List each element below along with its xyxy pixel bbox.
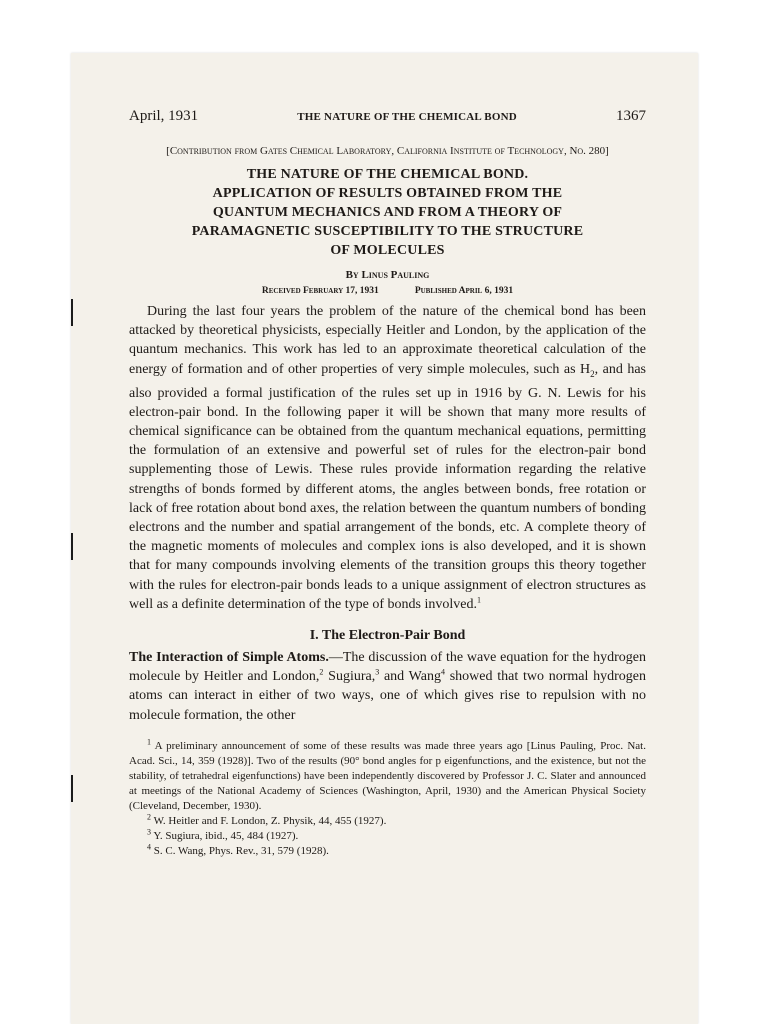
- footnote: [129, 814, 646, 829]
- title-line: OF MOLECULES: [330, 243, 445, 258]
- article-dates: [129, 286, 646, 296]
- footnote: [129, 739, 646, 814]
- header-title: THE NATURE OF THE CHEMICAL BOND: [297, 111, 517, 123]
- section-text: Sugiura,: [323, 669, 376, 685]
- footnote-number: 2: [147, 812, 151, 822]
- published-date: Published April 6, 1931: [414, 286, 514, 296]
- section-paragraph: [129, 648, 646, 725]
- intro-text: During the last four years the problem of the nature of the chemical bond has been attacked by theoretical physicists, especially Heitler and London, by the application of the quantum mechanics. This work has led to an approximate theoretical calculation of the energy of formation and of other properties of very simple molecules, such as H: [129, 304, 646, 377]
- received-date: Received February 17, 1931: [261, 286, 379, 296]
- footnote-text: W. Heitler and F. London, Z. Physik, 44, 455 (1927).: [153, 814, 387, 827]
- footnotes: [129, 739, 646, 859]
- footnote-number: 4: [147, 842, 151, 852]
- subscript: 2: [590, 368, 595, 379]
- margin-mark: [71, 775, 73, 802]
- footnote: [129, 829, 646, 844]
- footnote-ref[interactable]: 1: [476, 595, 481, 605]
- author-byline: By Linus Pauling: [345, 269, 430, 281]
- footnote-text: S. C. Wang, Phys. Rev., 31, 579 (1928).: [153, 844, 329, 857]
- footnote-number: 1: [147, 737, 151, 747]
- margin-mark: [71, 533, 73, 560]
- footnote: [129, 844, 646, 859]
- footnote-number: 3: [147, 827, 151, 837]
- section-text: showed that two normal hydrogen atoms can interact in either of two ways, one of which gives rise to repulsion with no molecule formation, the other: [129, 669, 646, 723]
- section-text: and Wang: [379, 669, 441, 685]
- title-line: PARAMAGNETIC SUSCEPTIBILITY TO THE STRUCTURE: [191, 224, 584, 239]
- section-heading: I. The Electron-Pair Bond: [309, 628, 466, 644]
- title-line: APPLICATION OF RESULTS OBTAINED FROM THE: [212, 186, 563, 201]
- page-number: 1367: [615, 108, 646, 124]
- contribution-note: [Contribution from Gates Chemical Laboratory, California Institute of Technology, No. 280]: [166, 145, 609, 157]
- page-content: [129, 108, 646, 859]
- header-date: April, 1931: [129, 108, 199, 124]
- section-text: —The discussion of the wave equation for the hydrogen molecule by Heitler and London,: [129, 650, 647, 685]
- article-title: [129, 165, 646, 260]
- intro-paragraph: [129, 302, 646, 614]
- footnote-ref[interactable]: 4: [440, 667, 445, 677]
- margin-mark: [71, 299, 73, 326]
- title-line: THE NATURE OF THE CHEMICAL BOND.: [246, 167, 529, 182]
- footnote-text: Y. Sugiura, ibid., 45, 484 (1927).: [153, 829, 299, 842]
- running-head: [129, 108, 646, 130]
- footnote-ref[interactable]: 3: [375, 667, 380, 677]
- intro-text: , and has also provided a formal justification of the rules set up in 1916 by G. N. Lewis for his electron-pair bond. In the following paper it will be shown that many more results of chemical significance can be obtained from the quantum mechanical equations, permitting the formulation of an extensive and powerful set of rules for the electron-pair bond supplementing those of Lewis. These rules provide information regarding the relative strengths of bonds formed by different atoms, the angles between bonds, free rotation or lack of free rotation about bond axes, the relation between the quantum numbers of bonding electrons and the number and spatial arrangement of the bonds, etc. A complete theory of the magnetic moments of molecules and complex ions is also developed, and it is shown that for many compounds involving elements of the transition groups this theory together with the rules for electron-pair bonds leads to a unique assignment of electron structures as well as a definite determination of the type of bonds involved.: [129, 361, 646, 612]
- runin-heading: The Interaction of Simple Atoms.: [129, 650, 329, 666]
- footnote-ref[interactable]: 2: [319, 667, 324, 677]
- title-line: QUANTUM MECHANICS AND FROM A THEORY OF: [212, 205, 563, 220]
- footnote-text: A preliminary announcement of some of these results was made three years ago [Linus Pauling, Proc. Nat. Acad. Sci., 14, 359 (1928)]. Two of the results (90° bond angles for p eigenfunctions, and the existence, but not the stability, of tetrahedral eigenfunctions) have been independently discovered by Professor J. C. Slater and announced at meetings of the National Academy of Sciences (Washington, April, 1930) and the American Physical Society (Cleveland, December, 1930).: [129, 739, 646, 812]
